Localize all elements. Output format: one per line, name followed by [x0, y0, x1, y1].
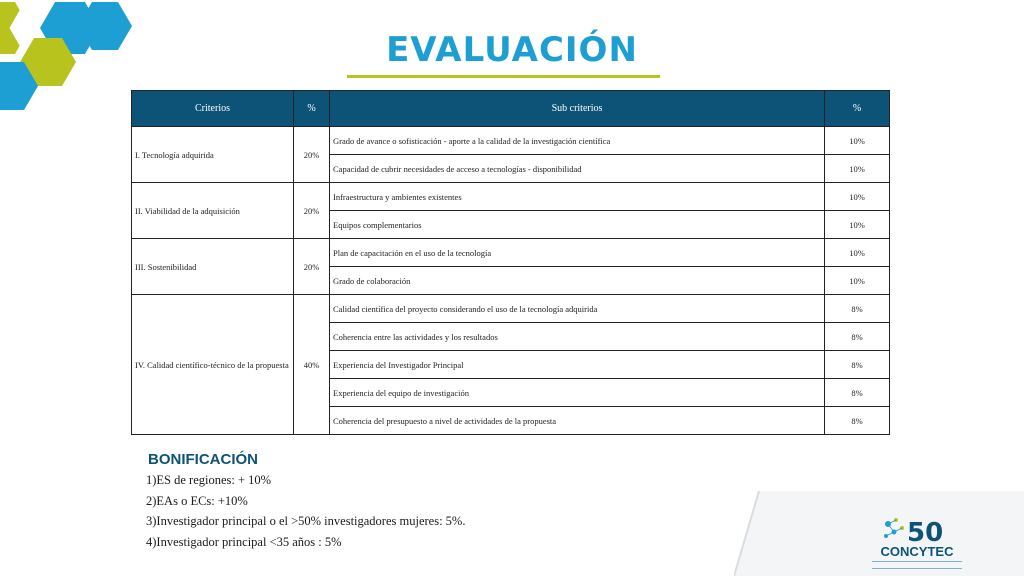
logo-name: CONCYTEC [880, 544, 954, 559]
sub-criterio-cell: Coherencia del presupuesto a nivel de actividades de la propuesta [330, 407, 825, 435]
sub-criterio-cell: Experiencia del Investigador Principal [330, 351, 825, 379]
bonificacion-list [146, 470, 465, 552]
table-row [132, 183, 890, 211]
sub-criterio-pct: 8% [825, 407, 890, 435]
sub-criterio-pct: 10% [825, 183, 890, 211]
header-pct: % [294, 91, 330, 127]
table-header-row [132, 91, 890, 127]
sub-criterio-cell: Coherencia entre las actividades y los resultados [330, 323, 825, 351]
list-item: 2)EAs o ECs: +10% [146, 493, 248, 508]
logo-tagline-lines [872, 561, 962, 569]
molecule-logo-icon [882, 516, 952, 544]
sub-criterio-pct: 10% [825, 239, 890, 267]
criterio-pct: 20% [294, 127, 330, 183]
sub-criterio-cell: Equipos complementarios [330, 211, 825, 239]
list-item: 3)Investigador principal o el >50% investigadores mujeres: 5%. [146, 514, 466, 528]
sub-criterio-cell: Plan de capacitación en el uso de la tecnología [330, 239, 825, 267]
concytec-logo [872, 516, 962, 571]
list-item: 1)ES de regiones: + 10% [146, 473, 272, 487]
sub-criterio-cell: Infraestructura y ambientes existentes [330, 183, 825, 211]
criterio-pct: 40% [294, 295, 330, 435]
logo-number: 50 [907, 518, 944, 544]
sub-criterio-cell: Capacidad de cubrir necesidades de acceso a tecnologías - disponibilidad [330, 155, 825, 183]
sub-criterio-cell: Grado de colaboración [330, 267, 825, 295]
sub-criterio-pct: 8% [825, 351, 890, 379]
evaluation-table [131, 90, 890, 435]
criterio-pct: 20% [294, 239, 330, 295]
header-sub-criterios: Sub criterios [330, 91, 825, 127]
sub-criterio-pct: 8% [825, 379, 890, 407]
sub-criterio-cell: Grado de avance o sofisticación - aporte a la calidad de la investigación científica [330, 127, 825, 155]
table-row [132, 127, 890, 155]
sub-criterio-cell: Calidad científica del proyecto considerando el uso de la tecnología adquirida [330, 295, 825, 323]
sub-criterio-cell: Experiencia del equipo de investigación [330, 379, 825, 407]
sub-criterio-pct: 10% [825, 127, 890, 155]
sub-criterio-pct: 10% [825, 267, 890, 295]
bonificacion-heading: BONIFICACIÓN [148, 451, 258, 468]
page-title: EVALUACIÓN [386, 30, 638, 70]
criterio-cell: II. Viabilidad de la adquisición [132, 183, 294, 239]
header-sub-pct: % [825, 91, 890, 127]
list-item: 4)Investigador principal <35 años : 5% [146, 534, 342, 549]
sub-criterio-pct: 8% [825, 323, 890, 351]
table-row [132, 295, 890, 323]
sub-criterio-pct: 10% [825, 211, 890, 239]
criterio-cell: I. Tecnología adquirida [132, 127, 294, 183]
criterio-cell: IV. Calidad científico-técnico de la propuesta [132, 295, 294, 435]
header-criterios: Criterios [132, 91, 294, 127]
criterio-cell: III. Sostenibilidad [132, 239, 294, 295]
table-row [132, 239, 890, 267]
sub-criterio-pct: 10% [825, 155, 890, 183]
sub-criterio-pct: 8% [825, 295, 890, 323]
criterio-pct: 20% [294, 183, 330, 239]
title-underline [347, 75, 660, 78]
